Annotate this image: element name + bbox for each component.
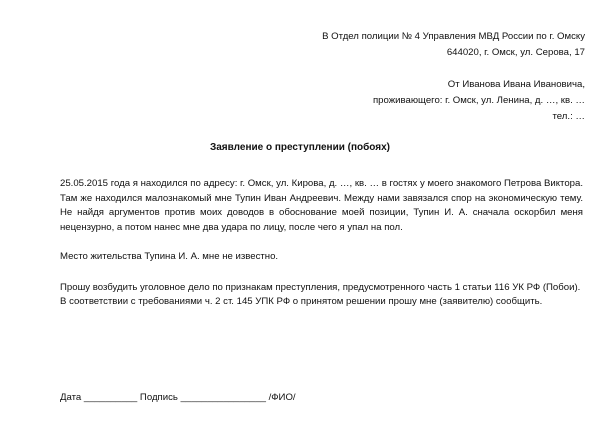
document-body: [60, 177, 583, 310]
addressee-line: В Отдел полиции № 4 Управления МВД России по г. Омску: [322, 31, 585, 42]
sender-address: проживающего: г. Омск, ул. Ленина, д. …, кв. …: [372, 95, 585, 106]
document-title: Заявление о преступлении (побоях): [209, 142, 390, 153]
paragraph-request: Прошу возбудить уголовное дело по признакам преступления, предусмотренного часть 1 статьи 116 УК РФ (Побои).: [60, 281, 581, 293]
addressee-address: 644020, г. Омск, ул. Серова, 17: [446, 47, 585, 58]
sender-name: От Иванова Ивана Ивановича,: [447, 79, 585, 90]
sender-phone: тел.: …: [552, 111, 585, 122]
signature-line: Дата __________ Подпись ________________ /ФИО/: [60, 392, 296, 403]
sender-block: [200, 77, 585, 125]
paragraph-incident: 25.05.2015 года я находился по адресу: г. Омск, ул. Кирова, д. …, кв. … в гостях у моего знакомого Петрова Виктора. Там же находился малознакомый мне Тупин Иван Андреевич. Между нами завязался спор на экономическую тему. Не найдя аргументов против моих доводов в обоснование моей позиции, Тупин И. А. сначала оскорбил меня нецензурно, а потом нанес мне два удара по лицу, после чего я упал на пол.: [60, 178, 583, 233]
paragraph-notification: В соответствии с требованиями ч. 2 ст. 145 УПК РФ о принятом решении прошу мне (заявителю) сообщить.: [60, 296, 543, 307]
addressee-block: [200, 29, 585, 61]
paragraph-residence: Место жительства Тупина И. А. мне не известно.: [60, 251, 279, 262]
